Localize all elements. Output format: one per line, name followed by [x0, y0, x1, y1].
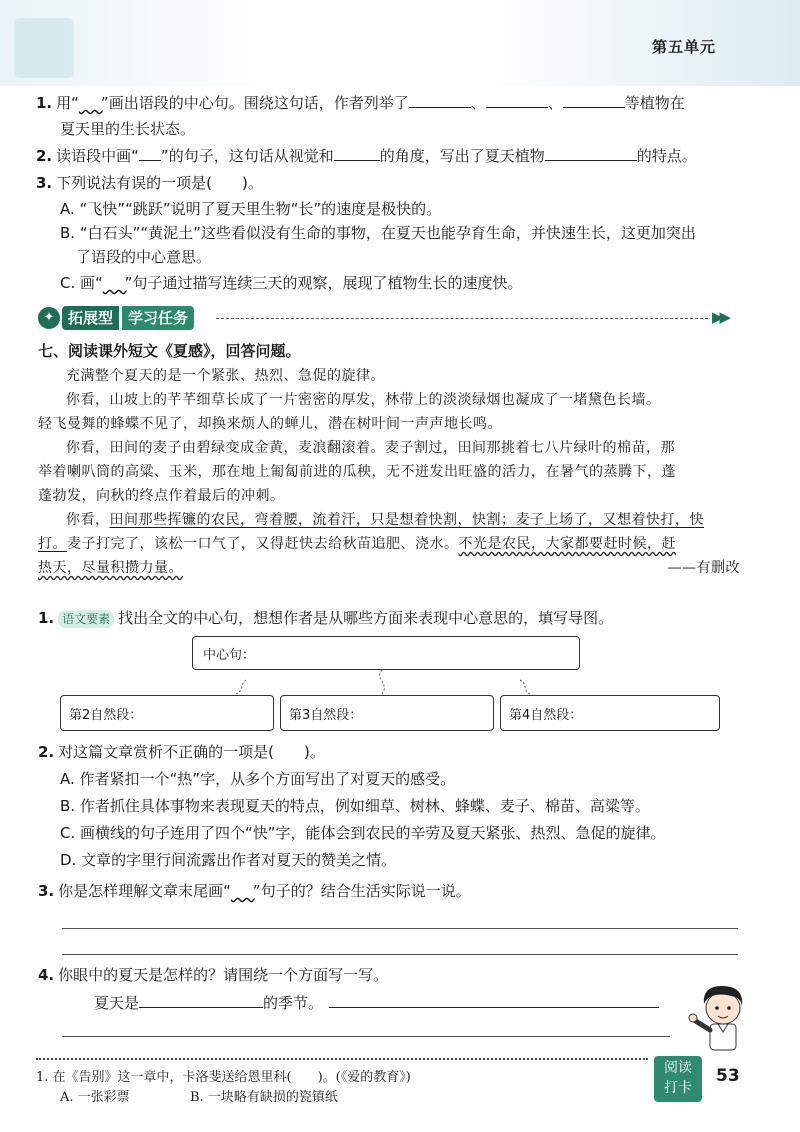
- question-4: 4. 你眼中的夏天是怎样的？请围绕一个方面写一写。: [38, 966, 389, 984]
- answer-line[interactable]: [329, 993, 659, 1008]
- passage-p3-line2: 举着喇叭筒的高粱、玉米，那在地上匍匐前进的瓜秧，无不迸发出旺盛的活力，在暑气的蒸腾下，蓬: [38, 464, 676, 480]
- connector-right: [520, 680, 530, 694]
- question-3: 3. 你是怎样理解文章末尾画“ ”句子的？结合生活实际说一说。: [38, 882, 471, 900]
- footer-divider: [36, 1058, 648, 1060]
- question-2: 2. 对这篇文章赏析不正确的一项是( )。: [38, 743, 325, 761]
- wavy-underline-mark: [231, 880, 253, 894]
- page-number: 53: [716, 1066, 740, 1086]
- double-arrow-icon: ▶▶: [712, 308, 728, 326]
- footer-option-b: B. 一块略有缺损的瓷镇纸: [190, 1090, 338, 1105]
- question-1: 1. 语文要素 找出全文的中心句，想想作者是从哪些方面来表现中心意思的，填写导图。: [38, 609, 614, 627]
- question-1-top: 1. 用“ ”画出语段的中心句。围绕这句话，作者列举了 、 、 等植物在: [36, 94, 685, 112]
- answer-blank[interactable]: [139, 993, 263, 1008]
- option-b: B. “白石头”“黄泥土”这些看似没有生命的事物，在夏天也能孕育生命，并快速生长，这更加突出: [60, 224, 696, 242]
- reading-checkin-badge[interactable]: [654, 1056, 702, 1102]
- passage-p3-line1: 你看，田间的麦子由碧绿变成金黄，麦浪翻滚着。麦子割过，田间那挑着七八片绿叶的棉苗，那: [66, 440, 675, 456]
- answer-line[interactable]: [62, 954, 738, 955]
- passage-p1: 充满整个夏天的是一个紧张、热烈、急促的旋律。: [66, 368, 385, 384]
- passage-p4-line3: 热天，尽量积攒力量。 ——有删改: [38, 556, 748, 580]
- passage-p2-line1: 你看，山坡上的芊芊细草长成了一片密密的厚发，林带上的淡淡绿烟也凝成了一堵黛色长墙。: [66, 392, 661, 408]
- q2-option-c: C. 画横线的句子连用了四个“快”字，能体会到农民的辛劳及夏天紧张、热烈、急促的旋律。: [60, 824, 666, 842]
- passage-p3-line3: 蓬勃发，向秋的终点作着最后的冲刺。: [38, 488, 285, 504]
- answer-line[interactable]: [62, 928, 738, 929]
- q2-option-a: A. 作者紧扣一个“热”字，从多个方面写出了对夏天的感受。: [60, 770, 456, 788]
- mindmap-box-para3[interactable]: 第3自然段：: [280, 695, 494, 731]
- question-3-top: 3. 下列说法有误的一项是( )。: [36, 174, 263, 192]
- passage-p4-line2: 打。麦子打完了，该松一口气了，又得赶快去给秋苗追肥、浇水。不光是农民，大家都要赶时候，赶: [38, 536, 676, 552]
- tag-chinese-element: 语文要素: [58, 610, 114, 628]
- answer-line[interactable]: [62, 1036, 670, 1037]
- banner-label-task: 学习任务: [122, 306, 194, 330]
- mindmap-center-label: 中心句：: [203, 648, 256, 663]
- footer-option-a: A. 一张彩票: [60, 1090, 130, 1105]
- passage-p2-line2: 轻飞曼舞的蜂蝶不见了，却换来烦人的蝉儿，潜在树叶间一声声地长鸣。: [38, 416, 502, 432]
- connector-left: [236, 680, 246, 694]
- q2-option-d: D. 文章的字里行间流露出作者对夏天的赞美之情。: [60, 851, 397, 869]
- boy-illustration: [686, 982, 756, 1054]
- wavy-sentence: 不光是农民，大家都要赶时候，赶: [458, 536, 676, 552]
- option-b-line2: 了语段的中心意思。: [76, 248, 212, 266]
- footer-question: 1. 在《告别》这一章中，卡洛斐送给恩里科( )。(《爱的教育》): [36, 1070, 411, 1085]
- question-2-top: 2. 读语段中画“ ”的句子，这句话从视觉和 的角度，写出了夏天植物 的特点。: [36, 147, 697, 165]
- banner-label-type: 拓展型: [62, 306, 119, 330]
- passage-p4-line1: 你看，田间那些挥镰的农民，弯着腰，流着汗，只是想着快割，快割；麦子上场了，又想着快打，快: [66, 512, 704, 528]
- mindmap-box-para4[interactable]: 第4自然段：: [500, 695, 720, 731]
- q2-option-b: B. 作者抓住具体事物来表现夏天的特点，例如细草、树林、蜂蝶、麦子、棉苗、高粱等。: [60, 797, 650, 815]
- q4-fill-sentence: 夏天是 的季节。: [94, 992, 659, 1014]
- lightbulb-icon: ✦: [38, 307, 60, 329]
- passage-source: ——有删改: [667, 560, 740, 576]
- mindmap-box-para2[interactable]: 第2自然段：: [60, 695, 274, 731]
- question-1-top-line2: 夏天里的生长状态。: [60, 120, 196, 138]
- unit-label: 第五单元: [652, 38, 717, 56]
- option-a: A. “飞快”“跳跃”说明了夏天里生物“长”的速度是极快的。: [60, 200, 442, 218]
- badge-line1: 阅读: [664, 1060, 692, 1076]
- connector-middle: [380, 670, 385, 694]
- underlined-sentence: 田间那些挥镰的农民，弯着腰，流着汗，只是想着快割，快割；麦子上场了，又想着快打，快: [109, 512, 704, 528]
- badge-line2: 打卡: [664, 1080, 692, 1096]
- option-c: C. 画“ ”句子通过描写连续三天的观察，展现了植物生长的速度快。: [60, 274, 523, 292]
- reading-heading: 七、阅读课外短文《夏感》，回答问题。: [38, 342, 301, 360]
